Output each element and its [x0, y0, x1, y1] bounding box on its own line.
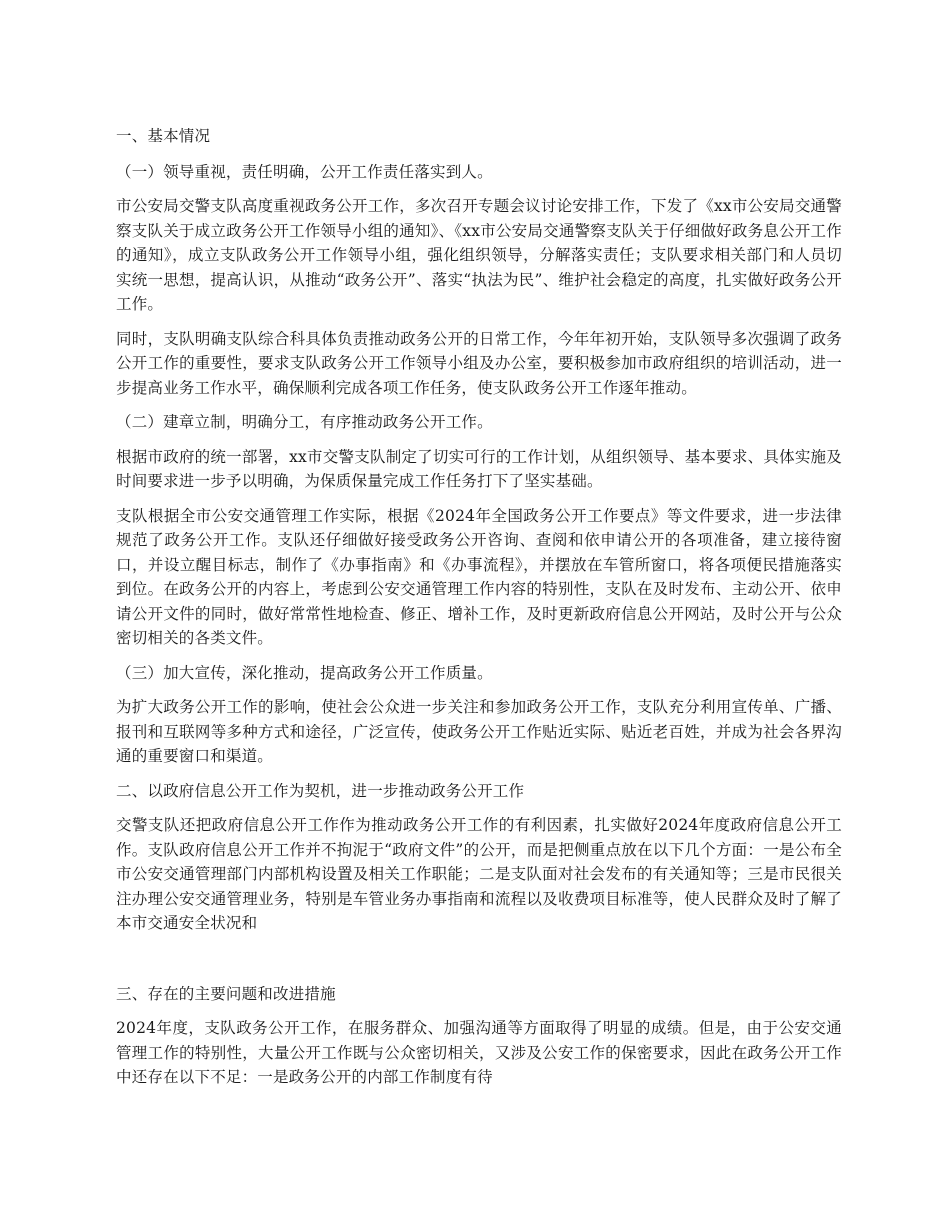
body-paragraph: 支队根据全市公安交通管理工作实际，根据《2024年全国政务公开工作要点》等文件要求，进一步法律规范了政务公开工作。支队还仔细做好接受政务公开咨询、查阅和依申请公开的各项准备，建立接待窗口，并设立醒目标志，制作了《办事指南》和《办事流程》，并摆放在车管所窗口，将各项便民措施落实到位。在政务公开的内容上，考虑到公安交通管理工作内容的特别性，支队在及时发布、主动公开、依申请公开文件的同时，做好常常性地检查、修正、增补工作，及时更新政府信息公开网站，及时公开与公众密切相关的各类文件。 — [116, 506, 842, 647]
body-paragraph: 交警支队还把政府信息公开工作作为推动政务公开工作的有利因素，扎实做好2024年度政府信息公开工作。支队政府信息公开工作并不拘泥于“政府文件”的公开，而是把侧重点放在以下几个方面：一是公布全市公安交通管理部门内部机构设置及相关工作职能；二是支队面对社会发布的有关通知等；三是市民很关注办理公安交通管理业务，特别是车管业务办事指南和流程以及收费项目标准等，使人民群众及时了解了本市交通安全状况和 — [116, 816, 842, 932]
section-heading-info-disclosure: 二、以政府信息公开工作为契机，进一步推动政务公开工作 — [116, 781, 525, 800]
body-paragraph: 为扩大政务公开工作的影响，使社会公众进一步关注和参加政务公开工作，支队充分利用宣传单、广播、报刊和互联网等多种方式和途径，广泛宣传，使政务公开工作贴近实际、贴近老百姓，并成为社会各界沟通的重要窗口和渠道。 — [116, 698, 842, 765]
body-paragraph: 2024年度，支队政务公开工作，在服务群众、加强沟通等方面取得了明显的成绩。但是，由于公安交通管理工作的特别性，大量公开工作既与公众密切相关，又涉及公安工作的保密要求，因此在政务公开工作中还存在以下不足：一是政务公开的内部工作制度有待 — [116, 1019, 842, 1086]
body-paragraph: 根据市政府的统一部署，xx市交警支队制定了切实可行的工作计划，从组织领导、基本要求、具体实施及时间要求进一步予以明确，为保质保量完成工作任务打下了坚实基础。 — [116, 447, 842, 490]
document-body — [116, 124, 842, 1090]
subheading-leadership: （一）领导重视，责任明确，公开工作责任落实到人。 — [116, 162, 493, 181]
body-paragraph: 同时，支队明确支队综合科具体负责推动政务公开的日常工作，今年年初开始，支队领导多次强调了政务公开工作的重要性，要求支队政务公开工作领导小组及办公室，要积极参加市政府组织的培训活动，进一步提高业务工作水平，确保顺利完成各项工作任务，使支队政务公开工作逐年推动。 — [116, 329, 842, 397]
subheading-regulations: （二）建章立制，明确分工，有序推动政务公开工作。 — [116, 413, 493, 431]
subheading-publicity: （三）加大宣传，深化推动，提高政务公开工作质量。 — [116, 663, 493, 682]
body-paragraph: 市公安局交警支队高度重视政务公开工作，多次召开专题会议讨论安排工作，下发了《xx市公安局交通警察支队关于成立政务公开工作领导小组的通知》、《xx市公安局交通警察支队关于仔细做好政务息公开工作的通知》，成立支队政务公开工作领导小组，强化组织领导，分解落实责任；支队要求相关部门和人员切实统一思想，提高认识，从推动“政务公开”、落实“执法为民”、维护社会稳定的高度，扎实做好政务公开工作。 — [116, 197, 842, 313]
section-heading-basic: 一、基本情况 — [116, 127, 211, 145]
section-heading-problems: 三、存在的主要问题和改进措施 — [116, 984, 336, 1003]
